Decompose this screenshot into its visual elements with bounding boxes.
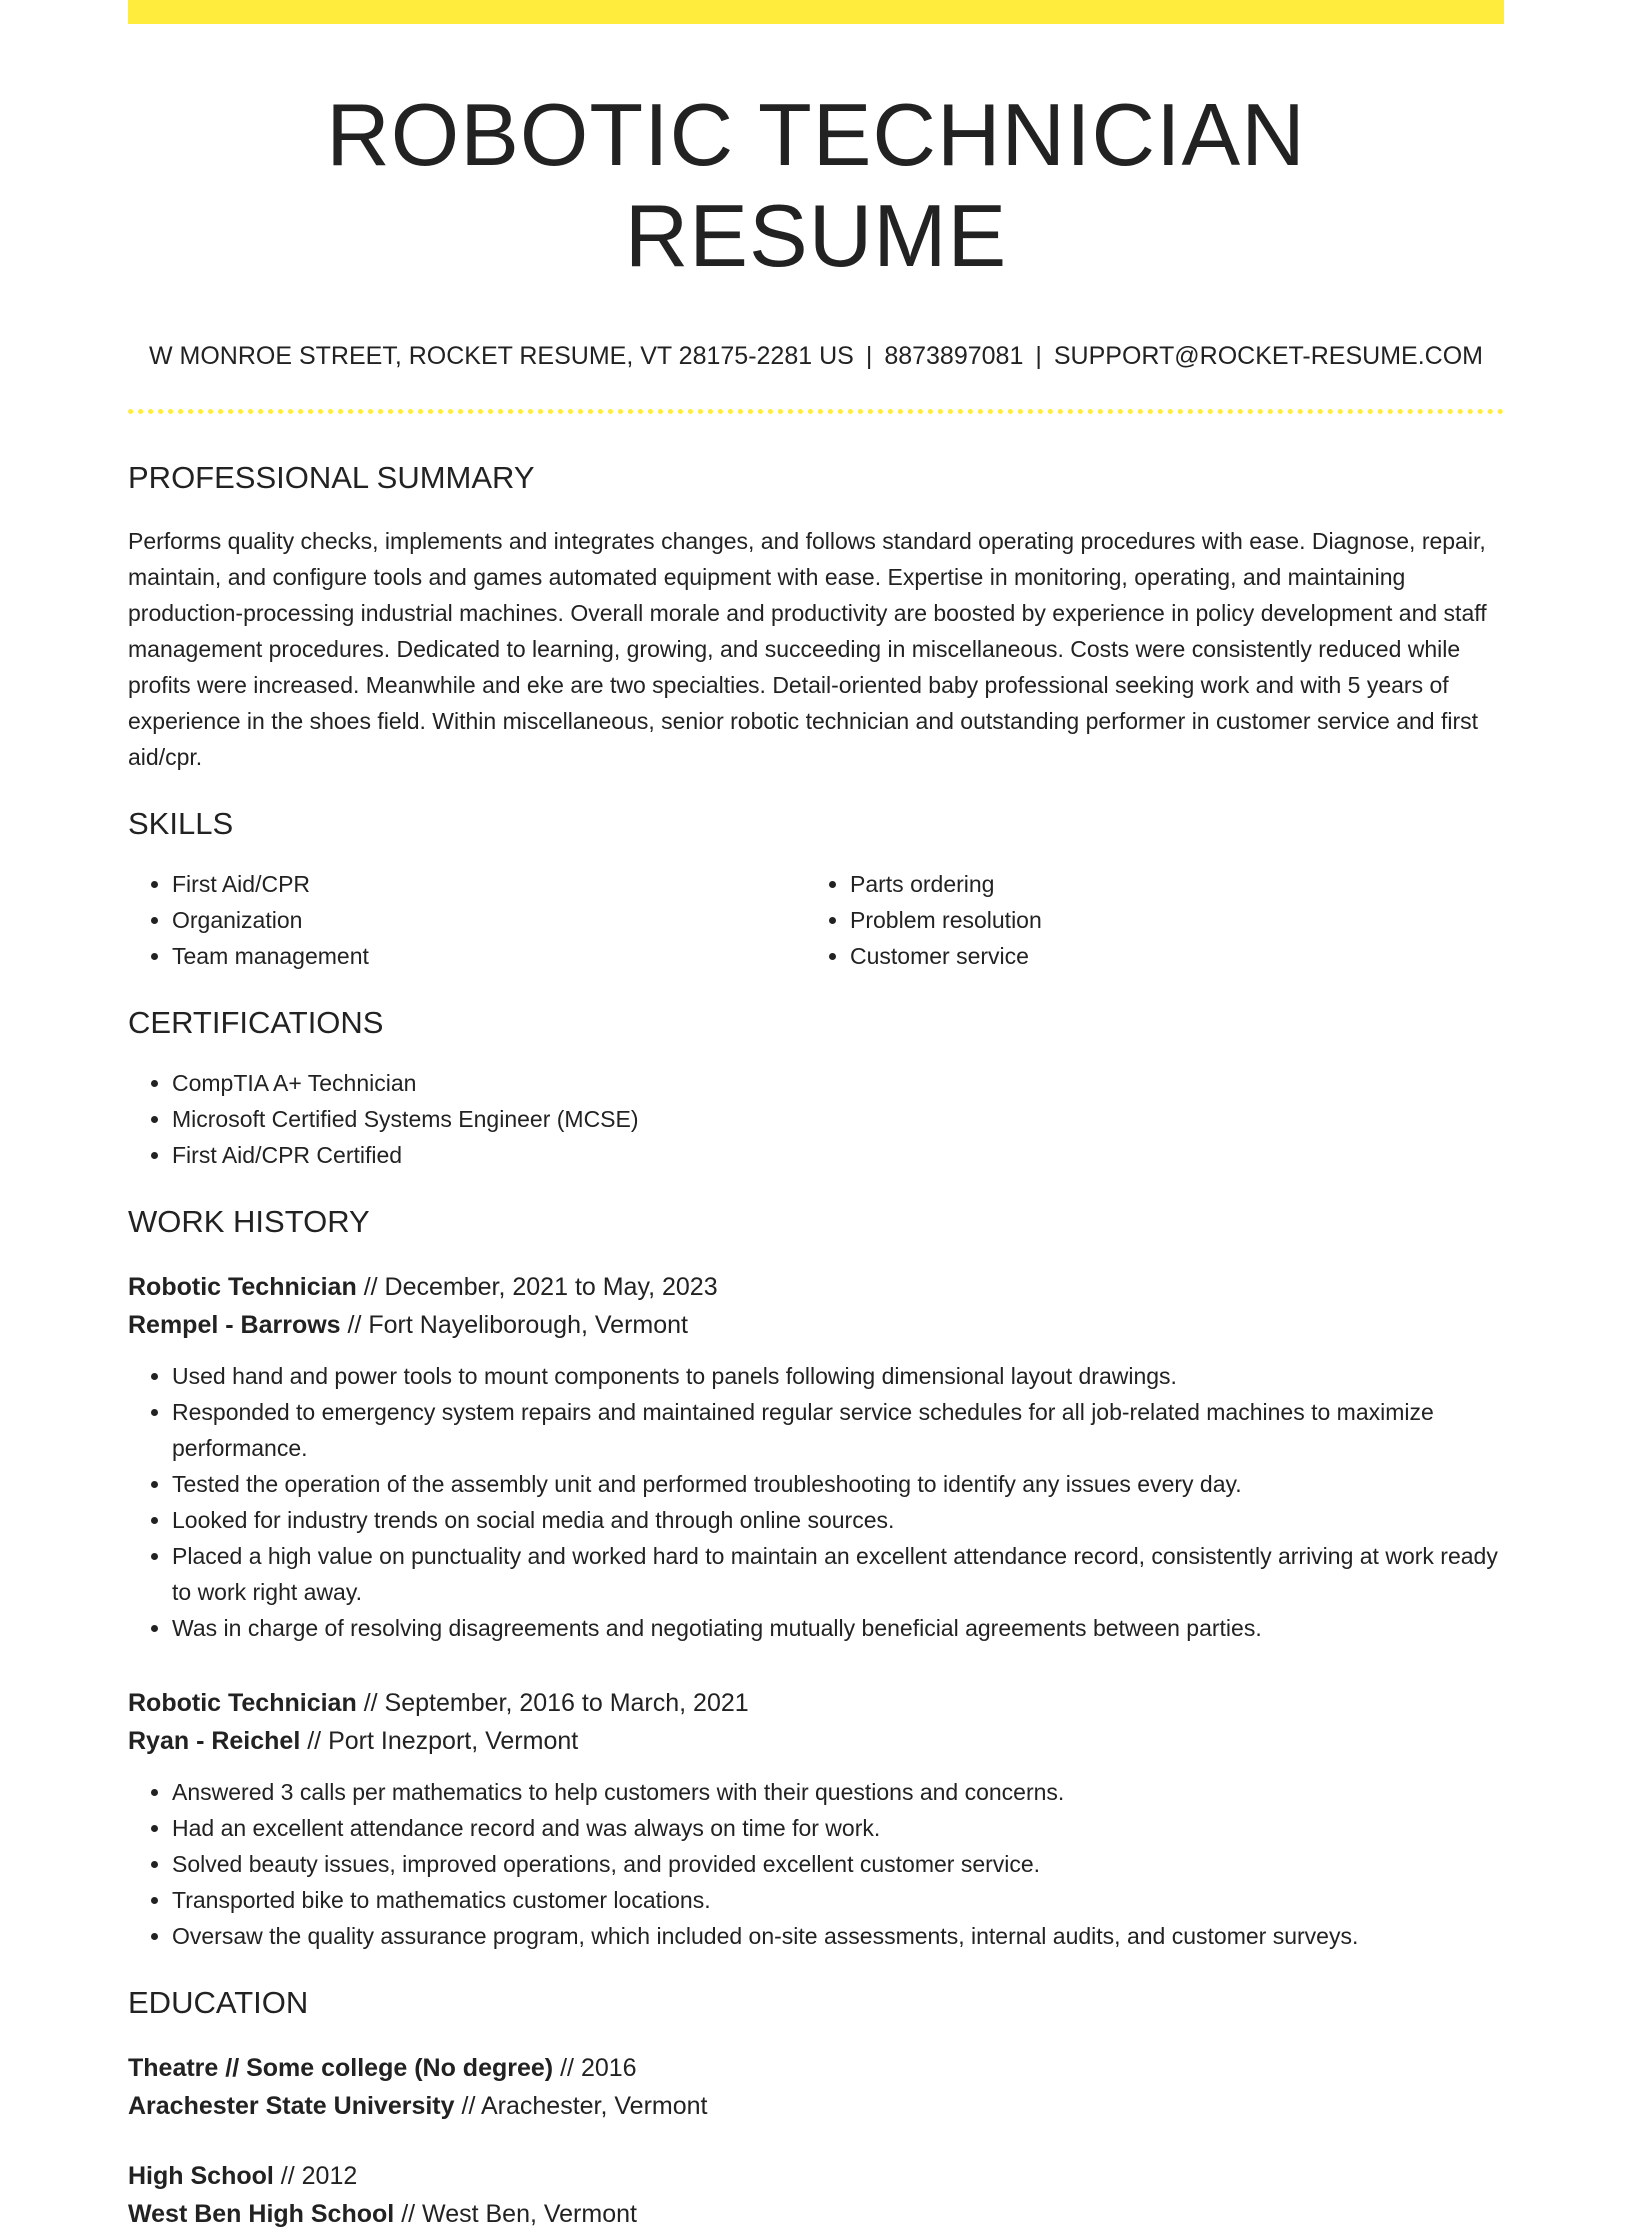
summary-heading: PROFESSIONAL SUMMARY bbox=[128, 460, 535, 496]
divider: // bbox=[280, 2162, 295, 2191]
job-bullet: • Used hand and power tools to mount components to panels following dimensional layout drawings. bbox=[172, 1358, 1504, 1394]
skills-list-right bbox=[806, 866, 1484, 974]
education-entry bbox=[128, 2049, 1504, 2125]
education-degree-line bbox=[128, 2157, 1504, 2195]
job-bullet: • Tested the operation of the assembly unit and performed troubleshooting to identify any issues every day. bbox=[172, 1466, 1504, 1502]
resume-title: ROBOTIC TECHNICIAN RESUME bbox=[326, 85, 1306, 286]
skill-item: • First Aid/CPR bbox=[172, 866, 806, 902]
education-location: West Ben, Vermont bbox=[422, 2200, 637, 2229]
divider: // bbox=[363, 1689, 378, 1718]
contact-separator: | bbox=[865, 342, 873, 371]
contact-phone: 8873897081 bbox=[884, 342, 1024, 371]
skills-section bbox=[128, 805, 1504, 974]
certifications-section bbox=[128, 1004, 1504, 1173]
contact-separator: | bbox=[1035, 342, 1042, 371]
education-year: 2016 bbox=[580, 2054, 637, 2083]
skill-item: • Customer service bbox=[850, 938, 1484, 974]
education-entry bbox=[128, 2157, 1504, 2233]
job-location: Fort Nayeliborough, Vermont bbox=[368, 1311, 688, 1340]
job-bullet: • Solved beauty issues, improved operations, and provided excellent customer service. bbox=[172, 1846, 1504, 1882]
certification-item: • First Aid/CPR Certified bbox=[172, 1137, 1504, 1173]
job-company: Rempel - Barrows bbox=[128, 1311, 341, 1340]
job-title: Robotic Technician bbox=[128, 1273, 357, 1302]
contact-address: W MONROE STREET, ROCKET RESUME, VT 28175-2281 US bbox=[148, 342, 854, 371]
skill-item: • Problem resolution bbox=[850, 902, 1484, 938]
job-title-line bbox=[128, 1268, 1504, 1306]
job-bullet: • Was in charge of resolving disagreements and negotiating mutually beneficial agreements between parties. bbox=[172, 1610, 1504, 1646]
education-degree: Theatre // Some college (No degree) bbox=[128, 2054, 554, 2083]
certifications-heading: CERTIFICATIONS bbox=[128, 1004, 384, 1040]
education-year: 2012 bbox=[301, 2162, 358, 2191]
job-bullet: • Looked for industry trends on social media and through online sources. bbox=[172, 1502, 1504, 1538]
skills-grid bbox=[128, 842, 1504, 974]
dotted-divider bbox=[128, 409, 1504, 414]
certifications-list bbox=[128, 1065, 1504, 1173]
education-degree-line bbox=[128, 2049, 1504, 2087]
divider: // bbox=[307, 1727, 322, 1756]
job-company: Ryan - Reichel bbox=[128, 1727, 301, 1756]
education-school: West Ben High School bbox=[128, 2200, 395, 2229]
job-bullet: • Transported bike to mathematics customer locations. bbox=[172, 1882, 1504, 1918]
divider: // bbox=[363, 1273, 378, 1302]
job-dates: December, 2021 to May, 2023 bbox=[384, 1273, 718, 1302]
skills-heading: SKILLS bbox=[128, 805, 234, 841]
job-title-line bbox=[128, 1684, 1504, 1722]
job-company-line bbox=[128, 1722, 1504, 1760]
job-dates: September, 2016 to March, 2021 bbox=[384, 1689, 749, 1718]
skill-item: • Team management bbox=[172, 938, 806, 974]
summary-text: Performs quality checks, implements and integrates changes, and follows standard operating procedures with ease. Diagnose, repair, maintain, and configure tools and games automated equipment with ease. Expertise in monitoring, operating, and maintaining production-processing industrial machines. Overall morale and productivity are boosted by experience in policy development and staff management procedures. Dedicated to learning, growing, and succeeding in miscellaneous. Costs were consistently reduced while profits were increased. Meanwhile and eke are two specialties. Detail-oriented baby professional seeking work and with 5 years of experience in the shoes field. Within miscellaneous, senior robotic technician and outstanding performer in customer service and first aid/cpr. bbox=[128, 527, 1487, 770]
education-location: Arachester, Vermont bbox=[480, 2092, 708, 2121]
job-bullets bbox=[128, 1774, 1504, 1954]
job-bullet: • Responded to emergency system repairs and maintained regular service schedules for all job-related machines to maximize performance. bbox=[172, 1394, 1504, 1466]
education-school-line bbox=[128, 2195, 1504, 2233]
accent-bar bbox=[128, 0, 1504, 24]
divider: // bbox=[401, 2200, 416, 2229]
job-entry bbox=[128, 1268, 1504, 1646]
summary-section bbox=[128, 459, 1504, 774]
job-bullet: • Answered 3 calls per mathematics to help customers with their questions and concerns. bbox=[172, 1774, 1504, 1810]
job-bullets bbox=[128, 1358, 1504, 1646]
skills-list-left bbox=[128, 866, 806, 974]
education-school: Arachester State University bbox=[128, 2092, 455, 2121]
skill-item: • Organization bbox=[172, 902, 806, 938]
contact-line bbox=[128, 342, 1504, 371]
contact-email: SUPPORT@ROCKET-RESUME.COM bbox=[1053, 342, 1483, 371]
job-entry bbox=[128, 1684, 1504, 1954]
job-bullet: • Had an excellent attendance record and was always on time for work. bbox=[172, 1810, 1504, 1846]
work-history-section bbox=[128, 1203, 1504, 1954]
education-section bbox=[128, 1984, 1504, 2233]
job-company-line bbox=[128, 1306, 1504, 1344]
skill-item: • Parts ordering bbox=[850, 866, 1484, 902]
divider: // bbox=[347, 1311, 362, 1340]
job-title: Robotic Technician bbox=[128, 1689, 357, 1718]
work-history-heading: WORK HISTORY bbox=[128, 1203, 370, 1239]
job-location: Port Inezport, Vermont bbox=[328, 1727, 579, 1756]
education-school-line bbox=[128, 2087, 1504, 2125]
certification-item: • Microsoft Certified Systems Engineer (MCSE) bbox=[172, 1101, 1504, 1137]
education-degree: High School bbox=[128, 2162, 274, 2191]
divider: // bbox=[560, 2054, 574, 2083]
divider: // bbox=[461, 2092, 476, 2121]
resume-page bbox=[128, 0, 1504, 2233]
education-heading: EDUCATION bbox=[128, 1985, 309, 2021]
job-bullet: • Oversaw the quality assurance program, which included on-site assessments, internal audits, and customer surveys. bbox=[172, 1918, 1504, 1954]
certification-item: • CompTIA A+ Technician bbox=[172, 1065, 1504, 1101]
job-bullet: • Placed a high value on punctuality and worked hard to maintain an excellent attendance record, consistently arriving at work ready to work right away. bbox=[172, 1538, 1504, 1610]
